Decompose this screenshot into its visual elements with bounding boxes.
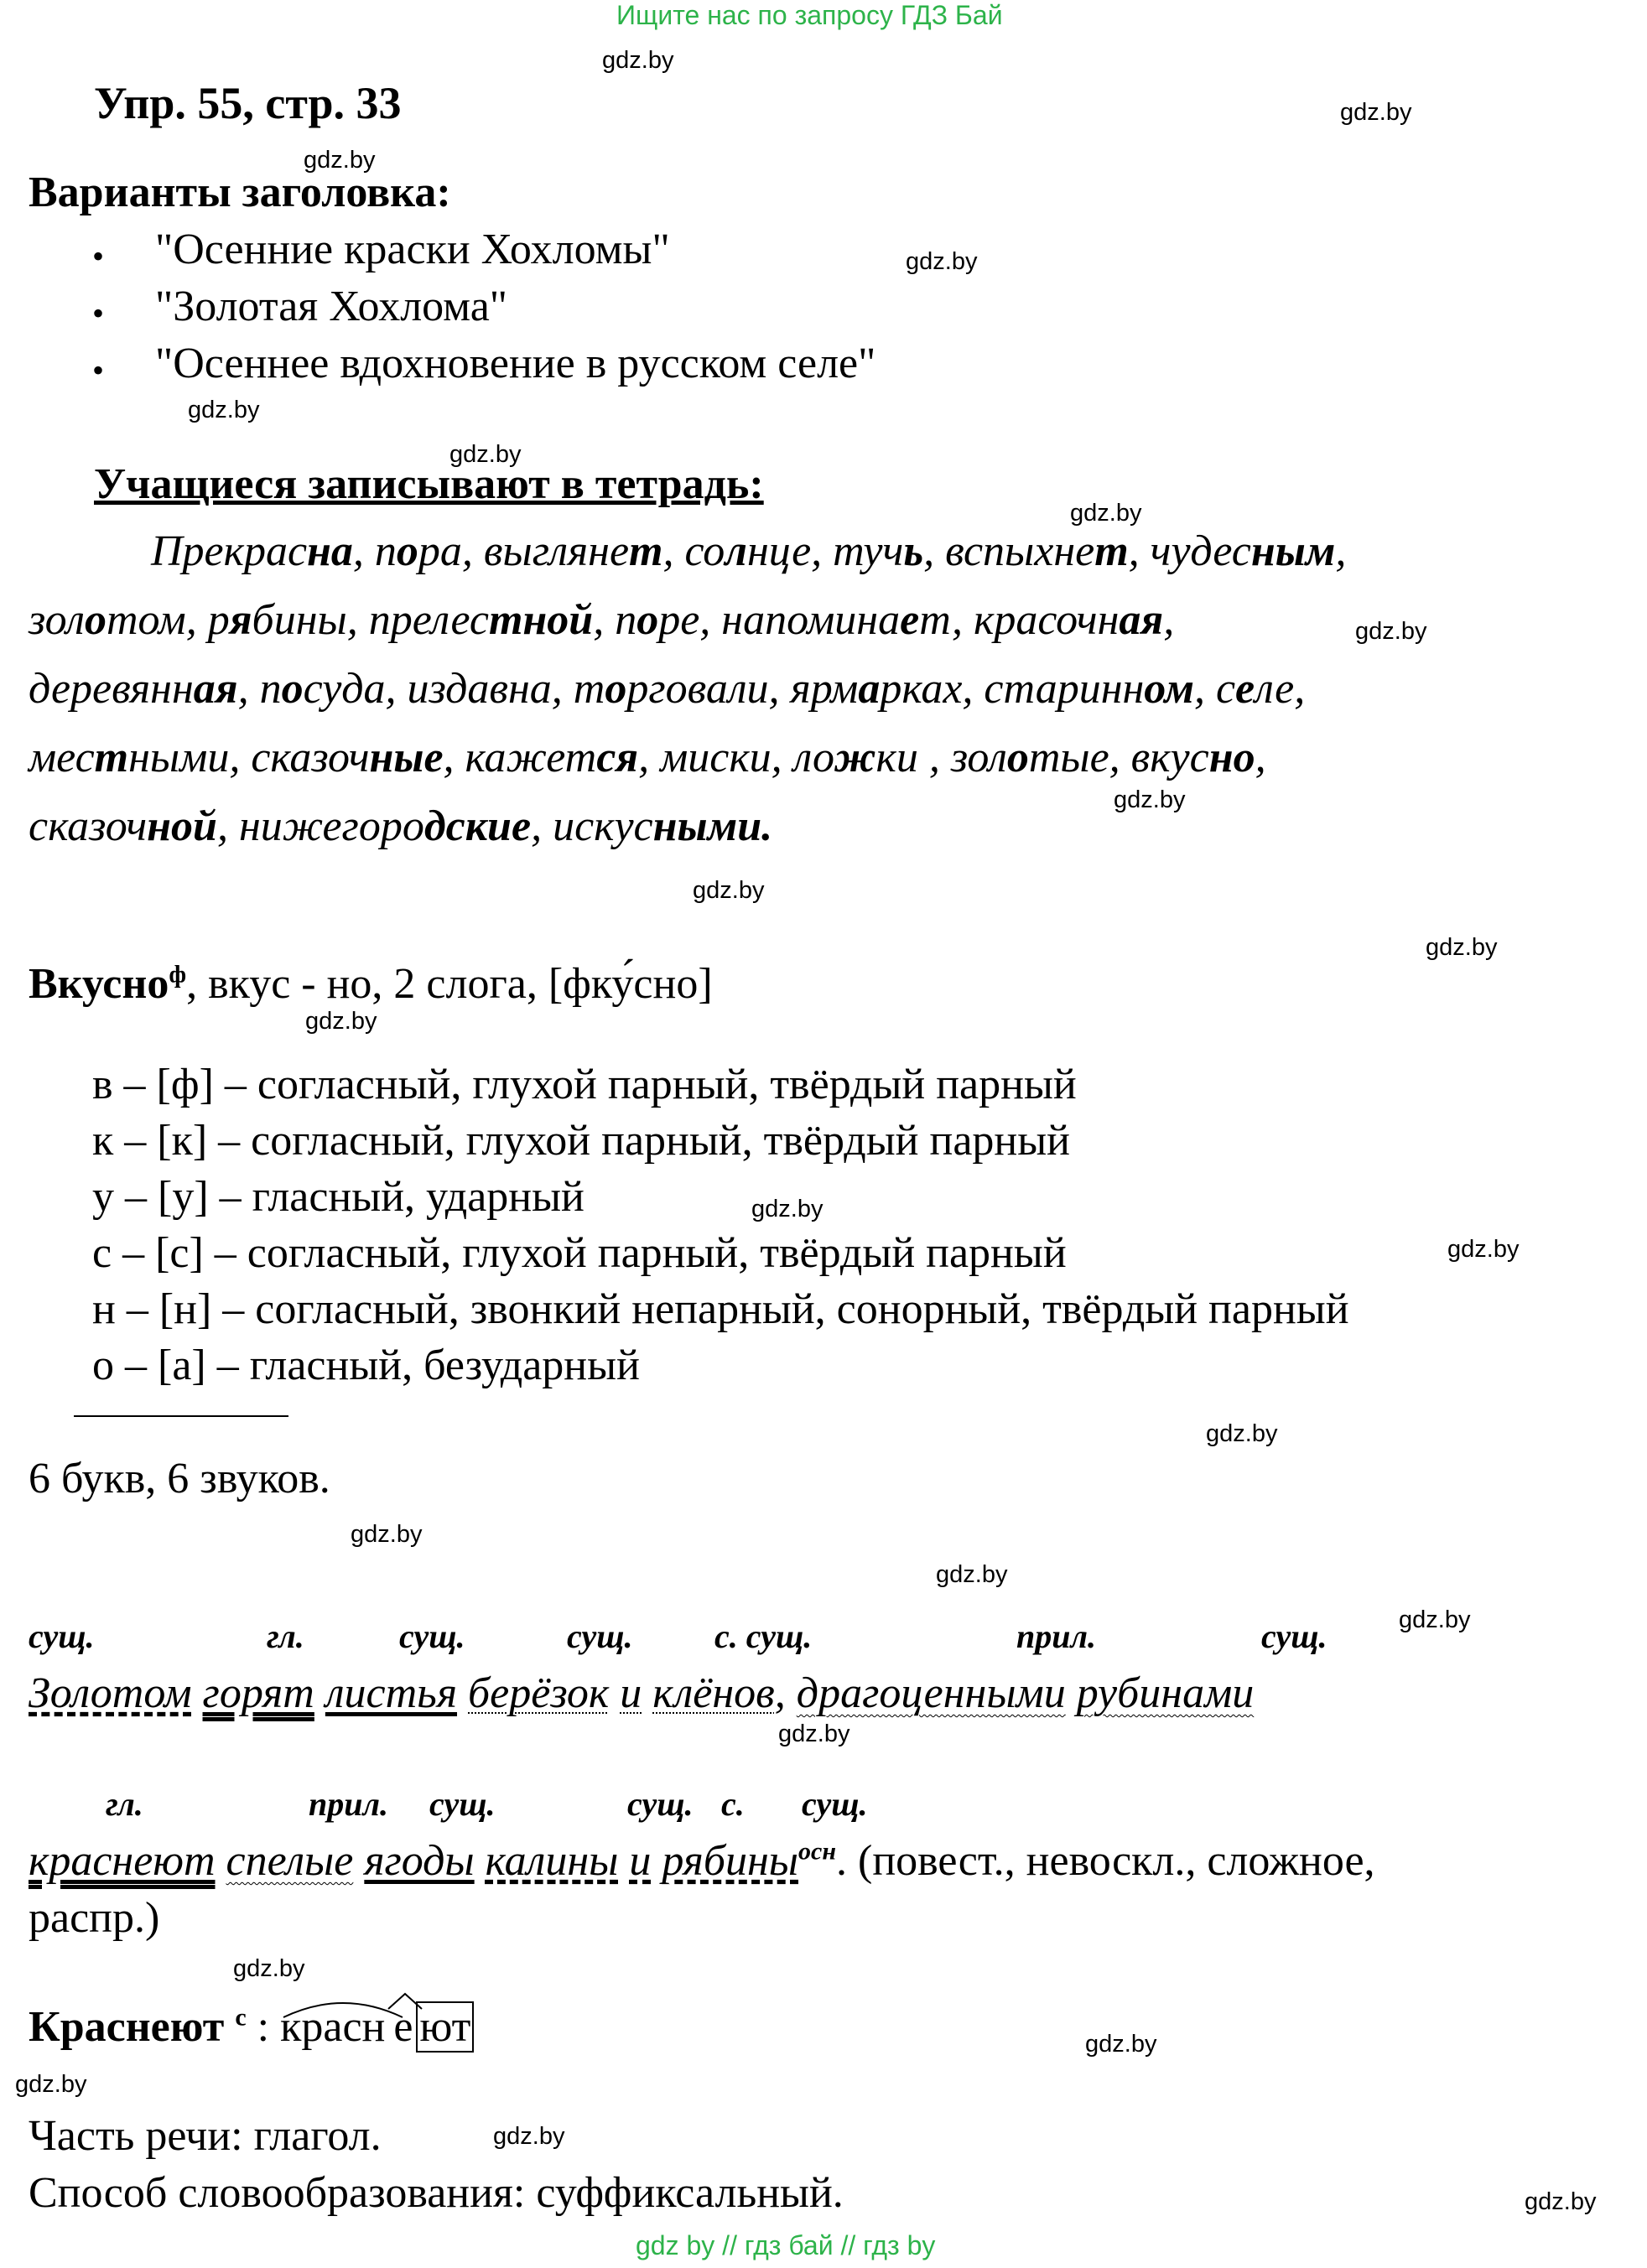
text-segment: рговали, ярм [626,665,859,713]
watermark: gdz.by [305,1008,377,1035]
pos-label: сущ. [802,1785,868,1823]
text-segment: нце, туч [746,527,904,575]
pos-label: сущ. [1261,1617,1327,1655]
highlighted-letters: тной [488,596,594,644]
part-of-speech: Часть речи: глагол. [29,2112,382,2160]
watermark: gdz.by [493,2123,565,2150]
morph-root [280,2002,385,2052]
morph-root-text: красн [280,2003,386,2051]
watermark: gdz.by [1070,500,1142,527]
bullet: • [92,294,105,332]
watermark: gdz.by [1399,1606,1471,1633]
text-segment: ле, [1255,665,1306,713]
word-formation: Способ словообразования: суффиксальный. [29,2169,844,2217]
word-attribute: драгоценными [796,1669,1066,1717]
highlighted-letters: о [396,527,418,575]
suffix-caret-icon [387,1992,423,2011]
word-predicate: горят [202,1669,314,1717]
text-segment: , [1163,596,1175,644]
text-segment: , искус [531,802,653,850]
watermark: gdz.by [778,1720,850,1747]
word-addition: клёнов [652,1669,775,1717]
highlighted-letters: е [900,596,920,644]
highlighted-letters: о [636,596,659,644]
notebook-line [29,595,1174,645]
text-segment: мес [29,734,95,781]
watermark: gdz.by [906,248,978,275]
notebook-line [29,802,772,851]
pos-label: прил. [1016,1617,1097,1655]
highlighted-letters: ными. [652,802,773,850]
highlighted-letters: о [84,596,107,644]
pos-label: сущ. [399,1617,465,1655]
text-segment: ки , зол [875,734,1007,781]
bullet: • [92,351,105,389]
phonetic-row: в – [ф] – согласный, глухой парный, твёрдый парный [92,1061,1077,1108]
highlighted-letters: т [94,734,129,781]
text-segment: , [1335,527,1347,575]
phonetic-word: Вкусно [29,960,169,1008]
bullet: • [92,237,105,275]
highlighted-letters: о [1006,734,1029,781]
watermark: gdz.by [693,877,765,904]
phonetic-mark: ф [169,960,187,989]
text-segment: , нижегоро [216,802,424,850]
highlighted-letters: на [307,527,353,575]
highlighted-letters: ся [596,734,639,781]
exercise-title: Упр. 55, стр. 33 [94,78,402,128]
text-segment: Прекрас [151,527,308,575]
phonetic-header [29,959,713,1009]
highlighted-letters: а [858,665,881,713]
highlighted-letters: я [229,596,252,644]
phonetic-row: н – [н] – согласный, звонкий непарный, сонорный, твёрдый парный [92,1285,1349,1333]
title-variant-2: "Золотая Хохлома" [155,283,508,330]
text-segment: , миски, ло [638,734,834,781]
highlighted-letters: л [725,527,747,575]
text-segment: ре, напомина [658,596,901,644]
pos-label: сущ. [29,1617,95,1655]
highlighted-letters: ной [147,802,217,850]
highlighted-letters: ные [369,734,444,781]
text-segment: , с [1193,665,1236,713]
word-addition: берёзок [468,1669,610,1717]
sentence-characteristics: . (повест., невоскл., сложное, [836,1837,1375,1885]
phonetic-row: с – [с] – согласный, глухой парный, твёрдый парный [92,1229,1067,1277]
morph-word: Краснеют [29,2003,225,2051]
text-segment: , п [352,527,397,575]
osn-mark: осн [798,1837,836,1866]
sentence-line-2 [29,1836,1375,1886]
text-segment: , [1255,734,1266,781]
text-segment: , вспыхне [923,527,1095,575]
word-attribute: рубинами [1076,1669,1255,1717]
highlighted-letters: о [281,665,304,713]
pos-label: сущ. [627,1785,694,1823]
watermark: gdz.by [602,47,674,74]
highlighted-letters: ом [1144,665,1194,713]
text-segment: т, красочн [919,596,1120,644]
word-circumstance: Золотом [29,1669,192,1717]
sentence-line-1 [29,1669,1254,1718]
watermark: gdz.by [751,1196,824,1222]
word-addition: рябины [662,1837,799,1885]
phonetic-row: у – [у] – гласный, ударный [92,1173,585,1221]
divider-line [74,1415,288,1417]
morph-mark: с [235,2003,247,2032]
word-attribute: спелые [226,1837,354,1885]
word-subject: листья [325,1669,458,1717]
word-subject: ягоды [364,1837,475,1885]
text-segment: , со [662,527,725,575]
phonetic-summary: 6 букв, 6 звуков. [29,1455,330,1502]
text-segment: , п [593,596,637,644]
sentence-line-3: распр.) [29,1894,160,1942]
text-segment: суда, издавна, т [303,665,605,713]
morph-suffix [393,2002,413,2052]
watermark: gdz.by [1447,1236,1520,1263]
notebook-heading: Учащиеся записывают в тетрадь: [94,460,764,508]
watermark: gdz.by [1525,2188,1597,2215]
highlighted-letters: ж [834,734,876,781]
text-segment: ра, выгляне [418,527,630,575]
highlighted-letters: т [1094,527,1129,575]
watermark: gdz.by [1340,99,1412,126]
watermark: gdz.by [1426,934,1498,961]
watermark: gdz.by [1085,2031,1157,2058]
watermark: gdz.by [233,1955,305,1982]
comma: , [774,1669,786,1717]
watermark: gdz.by [1114,786,1186,813]
text-segment: , кажет [443,734,597,781]
pos-label: сущ. [567,1617,633,1655]
text-segment: деревянн [29,665,194,713]
watermark: gdz.by [449,441,522,468]
highlighted-letters: ая [193,665,238,713]
notebook-line [29,733,1266,782]
text-segment: ными, сказоч [128,734,370,781]
morph-colon: : [246,2003,281,2051]
phonetic-rest: , вкус - но, 2 слога, [фку́сно] [186,960,713,1008]
watermark: gdz.by [304,147,376,174]
highlighted-letters: т [629,527,663,575]
text-segment: бины, прелес [252,596,489,644]
highlighted-letters: ая [1119,596,1164,644]
text-segment: , п [237,665,282,713]
pos-label: прил. [309,1785,389,1823]
text-segment: том, р [106,596,230,644]
pos-label: с. сущ. [714,1617,813,1655]
morph-suffix-text: е [393,2003,413,2051]
pos-label: с. [721,1785,745,1823]
highlighted-letters: но [1208,734,1255,781]
watermark: gdz.by [1206,1420,1278,1447]
footer-banner[interactable]: gdz by // гдз бай // гдз by [636,2230,936,2260]
text-segment: сказоч [29,802,148,850]
watermark: gdz.by [188,397,260,423]
morph-analysis [29,2002,474,2052]
text-segment: тые, вкус [1028,734,1209,781]
phonetic-row: о – [а] – гласный, безударный [92,1342,640,1389]
title-variant-1: "Осенние краски Хохломы" [155,226,670,273]
watermark: gdz.by [1355,618,1427,645]
pos-label: сущ. [429,1785,496,1823]
highlighted-letters: е [1235,665,1255,713]
top-banner[interactable]: Ищите нас по запросу ГДЗ Бай [616,0,1003,30]
word-addition: калины [485,1837,619,1885]
phonetic-row: к – [к] – согласный, глухой парный, твёрдый парный [92,1117,1071,1165]
highlighted-letters: о [605,665,627,713]
highlighted-letters: ным [1250,527,1336,575]
word-conjunction: и [629,1837,652,1885]
notebook-line [151,527,1346,576]
watermark: gdz.by [936,1561,1008,1588]
highlighted-letters: ь [903,527,924,575]
notebook-line [29,664,1305,714]
text-segment: , чудес [1128,527,1251,575]
pos-label: гл. [267,1617,304,1655]
title-variant-3: "Осеннее вдохновение в русском селе" [155,340,876,387]
highlighted-letters: дские [423,802,532,850]
pos-label: гл. [106,1785,143,1823]
watermark: gdz.by [15,2071,87,2098]
title-variants-heading: Варианты заголовка: [29,169,451,216]
word-conjunction: и [620,1669,642,1717]
word-predicate: краснеют [29,1837,216,1885]
morph-ending: ют [416,2001,474,2053]
text-segment: зол [29,596,85,644]
watermark: gdz.by [351,1521,423,1548]
text-segment: рках, старинн [880,665,1145,713]
